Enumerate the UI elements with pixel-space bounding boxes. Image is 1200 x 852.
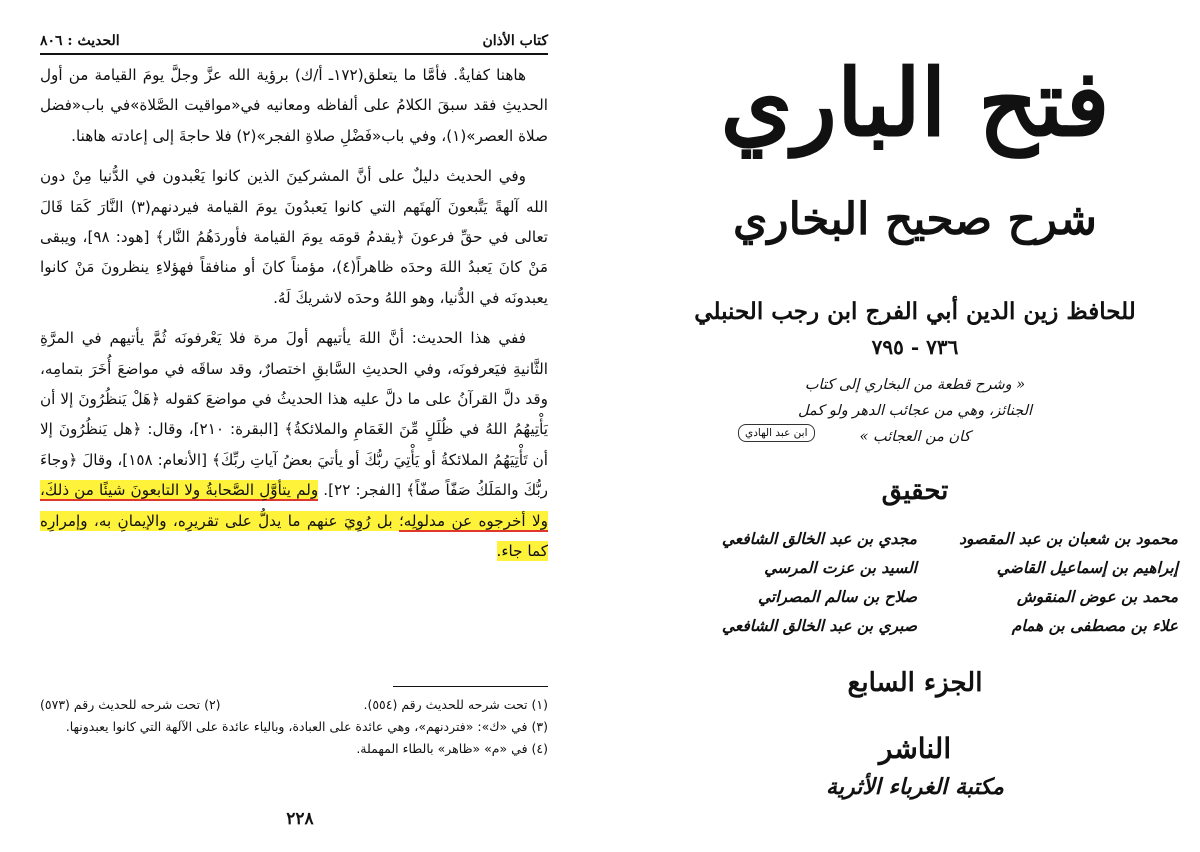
footnote-3: (٣) في «ك»: «فتردنهم»، وهي عائدة على العبادة، وبالياء عائدة على الآلهة التي كانوا يعبدونها. [65,719,548,734]
author-years: ٧٣٦ - ٧٩٥ [871,335,959,359]
editor-name: السيد بن عزت المرسي [764,558,917,577]
volume-label: الجزء السابع [847,668,983,698]
book-title: فتح الباري [720,49,1110,157]
editors-left-column [702,524,917,640]
quote-line: كان من العجائب » [859,429,971,445]
publisher-heading: الناشر [878,732,952,765]
quote-line: الجنائز، وهي من عجائب الدهر ولو كمل [797,403,1033,419]
tahqiq-heading: تحقيق [881,476,949,506]
underlined-phrase: ولم يتأوَّلِ الصَّحابةُ ولا التابعونَ شيئًا من ذلكَ، ولا أخرجوه عن مدلولِه؛ [40,481,548,530]
praise-quote [795,372,1035,450]
title-page [630,0,1200,852]
paragraph-3-text: ففي هذا الحديث: أنَّ اللهَ يأتيهم أولَ مرة فلا يَعْرفونَه ثُمَّ يأتيهم في المرَّةِ الثَّانيةِ فيَعرفونَه، وفي الحديثِ السَّابقِ اختصارٌ، وقد ساقَه في مواضعَ أُخَرَ بتمامِه، وقد دلَّ القرآنُ على ما دلَّ عليه هذا الحديثُ في مواضعَ كقوله ﴿هَلْ يَنظُرُونَ إلا أن يَأْتِيهُمُ اللهُ في ظُلَلٍ مِّنَ الغَمَامِ والملائكةُ﴾ [البقرة: ٢١٠]، وقال: ﴿هل يَنظُرُونَ إلا أن تَأْتِيَهُمُ الملائكةُ أو يَأْتِيَ ربُّكَ أو يأتيَ بعضُ آياتِ ربِّكَ﴾ [الأنعام: ١٥٨]، وقالَ ﴿وجاءَ ربُّكَ والمَلَكُ صَفّاً صفّاً﴾ [الفجر: ٢٢]. [40,329,549,500]
editor-name: محمد بن عوض المنقوش [1016,587,1178,606]
quote-source: ابن عبد الهادي [738,424,815,442]
editor-name: صلاح بن سالم المصراتي [758,587,917,606]
quote-line: « وشرح قطعة من البخاري إلى كتاب [804,377,1026,393]
editor-name: علاء بن مصطفى بن همام [1011,616,1178,635]
highlighted-continuation: بل رُوِيَ عنهم ما يدلُّ على تقريرِه، والإيمانِ به، وإمرارِه كما جاء. [40,511,548,561]
editor-name: صبري بن عبد الخالق الشافعي [721,616,917,635]
footnote-divider [393,686,548,687]
footnote-row [40,694,548,716]
hadith-number-header: الحديث : ٨٠٦ [40,33,120,49]
editor-name: مجدي بن عبد الخالق الشافعي [721,529,917,548]
editor-name: إبراهيم بن إسماعيل القاضي [996,558,1178,577]
page-number: ٢٢٨ [286,809,314,829]
author-line: للحافظ زين الدين أبي الفرج ابن رجب الحنبلي [694,298,1136,325]
publisher-name: مكتبة الغرباء الأثرية [826,774,1004,800]
footnotes [40,694,548,760]
paragraph-1: هاهنا كفايةٌ. فأمَّا ما يتعلق(١٧٢ـ أ/ك) برؤية الله عزَّ وجلَّ يومَ القيامة من أول الحديثِ فقد سبقَ الكلامُ على ألفاظه ومعانيه في«مواقيت الصَّلاة»في باب«فضل صلاة العصر»(١)، وفي باب«فَضْلِ صلاةِ الفجر»(٢) فلا حاجةَ إلى إعادته هاهنا. [40,66,548,145]
main-text [40,60,548,577]
book-title-header: كتاب الأذان [482,33,548,49]
paragraph-2: وفي الحديث دليلٌ على أنَّ المشركينَ الذين كانوا يَعْبدون في الدُّنيا مِنْ دون الله آلهةً يَتَّبعونَ آلهتَهم التي كانوا يَعبدُونَ يومَ القيامة فيردنهم(٣) النَّارَ كَمَا قَالَ تعالى في حقِّ فرعونَ ﴿يقدمُ قومَه يومَ القيامة فأوردَهُمُ النَّار﴾ [هود: ٩٨]، ويبقى مَنْ كانَ يَعبدُ اللهَ وحدَه ظاهراً(٤)، مؤمناً كانَ أو منافقاً فهؤلاءِ ينظرونَ مَنْ كانوا يعبدونَه في الدُّنيا، وهو اللهُ وحدَه لاشريكَ لَهُ. [40,167,549,307]
footnote-2: (٢) تحت شرحه للحديث رقم (٥٧٣) [40,697,221,712]
running-header [40,33,548,55]
editors-right-column [943,524,1178,640]
book-subtitle: شرح صحيح البخاري [732,194,1098,245]
paragraph-3 [40,323,548,566]
footnote-4: (٤) في «م» «ظاهر» بالطاء المهملة. [356,741,548,756]
editor-name: محمود بن شعبان بن عبد المقصود [959,529,1178,548]
footnote-1: (١) تحت شرحه للحديث رقم (٥٥٤). [363,697,548,712]
